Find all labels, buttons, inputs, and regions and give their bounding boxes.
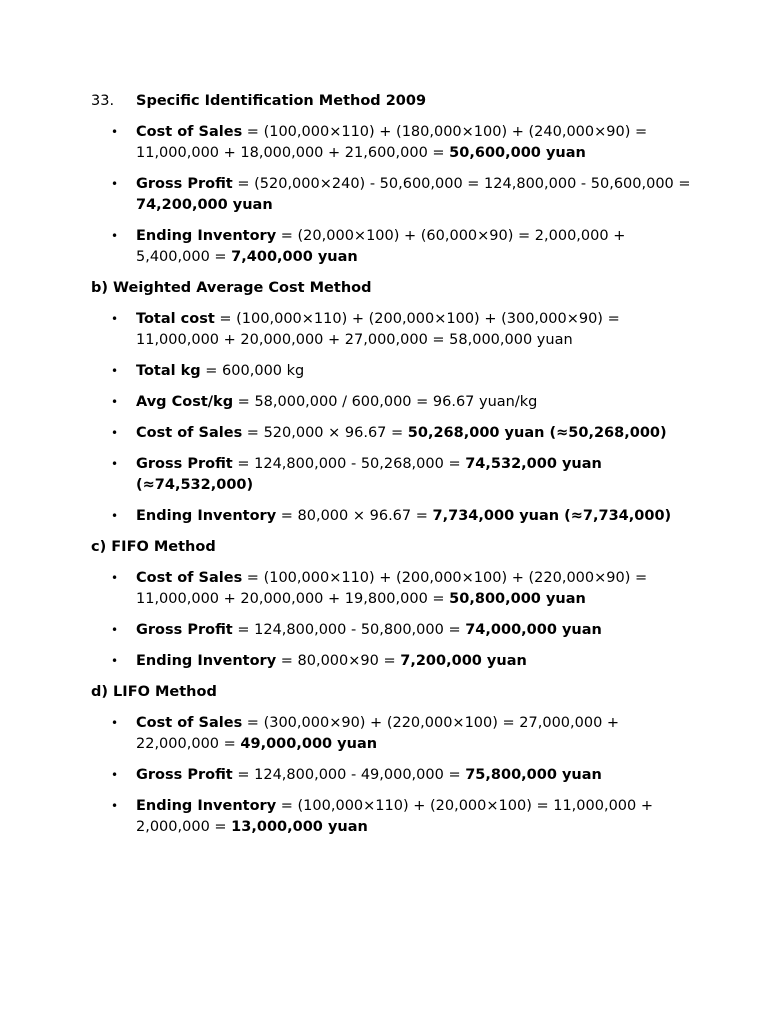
item-text: = (300,000×90) + (220,000×100) = 27,000,000 + 22,000,000 =	[136, 715, 620, 752]
item-text: = 80,000×90 =	[276, 653, 401, 669]
item-result: 50,800,000 yuan	[449, 591, 586, 607]
item-text: = (100,000×110) + (20,000×100) = 11,000,000 + 2,000,000 =	[136, 798, 654, 835]
list-item	[91, 620, 691, 641]
item-result: 7,200,000 yuan	[400, 653, 527, 669]
item-label: Gross Profit	[136, 767, 233, 783]
item-label: Cost of Sales	[136, 124, 243, 140]
bullet-icon: •	[111, 571, 119, 585]
item-label: Ending Inventory	[136, 798, 277, 814]
item-text: = 80,000 × 96.67 =	[276, 508, 433, 524]
item-result: 50,268,000 yuan (≈50,268,000)	[407, 425, 667, 441]
item-text: = (520,000×240) - 50,600,000 = 124,800,000 - 50,600,000 =	[232, 176, 691, 192]
section-c-title: c) FIFO Method	[91, 539, 216, 555]
question-title: Specific Identification Method 2009	[136, 93, 427, 109]
section-a-list	[91, 122, 691, 268]
item-label: Ending Inventory	[136, 228, 277, 244]
list-item	[91, 651, 691, 672]
bullet-icon: •	[111, 364, 119, 378]
section-b-list	[91, 309, 691, 527]
item-result: 74,000,000 yuan	[465, 622, 602, 638]
bullet-icon: •	[111, 457, 119, 471]
item-text: = 520,000 × 96.67 =	[242, 425, 408, 441]
item-label: Gross Profit	[136, 622, 233, 638]
item-text: = (100,000×110) + (180,000×100) + (240,000×90) = 11,000,000 + 18,000,000 + 21,600,000 =	[136, 124, 648, 161]
item-text: = 124,800,000 - 50,268,000 =	[232, 456, 466, 472]
section-b-title: b) Weighted Average Cost Method	[91, 280, 372, 296]
question-heading	[91, 91, 691, 112]
item-text: = 124,800,000 - 49,000,000 =	[232, 767, 466, 783]
bullet-icon: •	[111, 395, 119, 409]
item-result: 49,000,000 yuan	[240, 736, 378, 752]
list-item	[91, 309, 691, 351]
item-label: Ending Inventory	[136, 653, 277, 669]
section-d-list	[91, 713, 691, 838]
item-text: = (20,000×100) + (60,000×90) = 2,000,000 + 5,400,000 =	[136, 228, 626, 265]
item-result: 7,734,000 yuan (≈7,734,000)	[432, 508, 672, 524]
item-label: Gross Profit	[136, 176, 233, 192]
bullet-icon: •	[111, 509, 119, 523]
list-item	[91, 796, 691, 838]
list-item	[91, 506, 691, 527]
item-label: Cost of Sales	[136, 715, 243, 731]
bullet-icon: •	[111, 623, 119, 637]
item-label: Gross Profit	[136, 456, 233, 472]
list-item	[91, 713, 691, 755]
list-item	[91, 226, 691, 268]
document-page	[91, 91, 691, 848]
item-label: Cost of Sales	[136, 570, 243, 586]
list-item	[91, 392, 691, 413]
bullet-icon: •	[111, 654, 119, 668]
list-item	[91, 423, 691, 444]
list-item	[91, 361, 691, 382]
item-label: Avg Cost/kg	[136, 394, 234, 410]
list-item	[91, 174, 691, 216]
bullet-icon: •	[111, 716, 119, 730]
list-item	[91, 454, 691, 496]
item-text: = 600,000 kg	[200, 363, 305, 379]
item-text: = 124,800,000 - 50,800,000 =	[232, 622, 466, 638]
bullet-icon: •	[111, 768, 119, 782]
bullet-icon: •	[111, 312, 119, 326]
list-item	[91, 568, 691, 610]
list-item	[91, 765, 691, 786]
bullet-icon: •	[111, 799, 119, 813]
item-result: 13,000,000 yuan	[231, 819, 368, 835]
item-text: = 58,000,000 / 600,000 = 96.67 yuan/kg	[233, 394, 538, 410]
bullet-icon: •	[111, 125, 119, 139]
section-d-title: d) LIFO Method	[91, 684, 217, 700]
item-result: 75,800,000 yuan	[465, 767, 602, 783]
bullet-icon: •	[111, 229, 119, 243]
section-c-list	[91, 568, 691, 672]
list-item	[91, 122, 691, 164]
item-result: 7,400,000 yuan	[231, 249, 358, 265]
item-label: Ending Inventory	[136, 508, 277, 524]
item-label: Cost of Sales	[136, 425, 243, 441]
item-result: 74,532,000 yuan (≈74,532,000)	[136, 456, 602, 493]
item-text: = (100,000×110) + (200,000×100) + (220,000×90) = 11,000,000 + 20,000,000 + 19,800,000 =	[136, 570, 648, 607]
item-label: Total cost	[136, 311, 215, 327]
item-result: 50,600,000 yuan	[449, 145, 586, 161]
bullet-icon: •	[111, 426, 119, 440]
item-result: 74,200,000 yuan	[136, 197, 273, 213]
item-label: Total kg	[136, 363, 201, 379]
question-number: 33.	[91, 93, 115, 109]
item-text: = (100,000×110) + (200,000×100) + (300,000×90) = 11,000,000 + 20,000,000 + 27,000,000 = 58,000,000 yuan	[136, 311, 620, 348]
bullet-icon: •	[111, 177, 119, 191]
